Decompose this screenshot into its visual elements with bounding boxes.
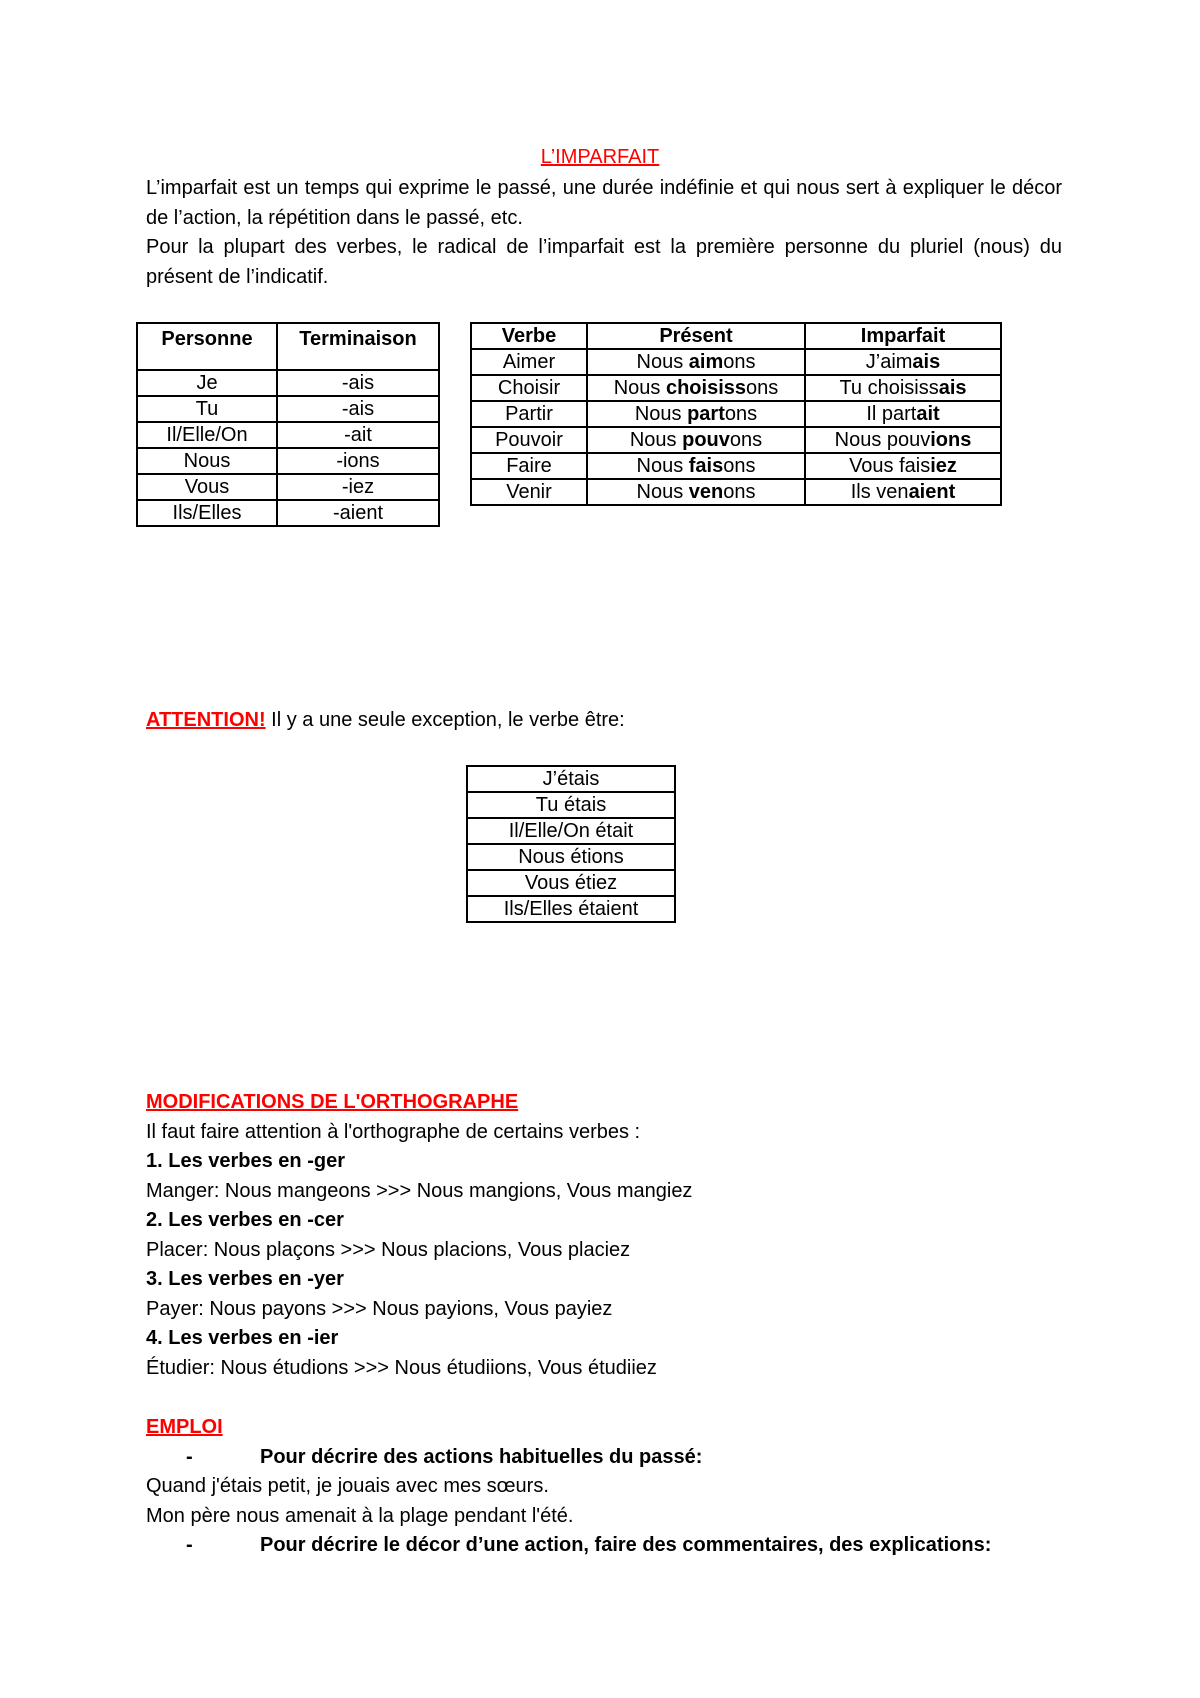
verbs-header-imparfait: Imparfait xyxy=(805,323,1001,349)
table-row xyxy=(471,375,1001,401)
table-row xyxy=(137,396,439,422)
verb-infinitive: Choisir xyxy=(471,375,587,401)
endings-header-personne: Personne xyxy=(137,323,277,370)
endings-person: Je xyxy=(137,370,277,396)
verb-imparfait: Nous pouvions xyxy=(805,427,1001,453)
table-row xyxy=(137,448,439,474)
endings-person: Il/Elle/On xyxy=(137,422,277,448)
endings-person: Tu xyxy=(137,396,277,422)
table-row xyxy=(471,349,1001,375)
emploi-example: Quand j'étais petit, je jouais avec mes sœurs. xyxy=(146,1475,549,1497)
modification-example: Étudier: Nous étudions >>> Nous étudiions, Vous étudiiez xyxy=(146,1356,657,1379)
modification-example: Placer: Nous plaçons >>> Nous placions, Vous placiez xyxy=(146,1238,631,1261)
endings-person: Nous xyxy=(137,448,277,474)
verb-infinitive: Faire xyxy=(471,453,587,479)
verb-present: Nous venons xyxy=(587,479,805,505)
modification-title: 2. Les verbes en -cer xyxy=(146,1209,344,1231)
verb-present: Nous partons xyxy=(587,401,805,427)
table-row xyxy=(137,422,439,448)
dash-bullet: - xyxy=(186,1534,193,1556)
modifications-heading: MODIFICATIONS DE L'ORTHOGRAPHE xyxy=(146,1091,519,1113)
table-row xyxy=(467,870,675,896)
verbs-table xyxy=(470,322,1002,506)
verbs-header-present: Présent xyxy=(587,323,805,349)
emploi-section xyxy=(146,1413,1062,1561)
etre-table xyxy=(466,765,676,923)
verb-imparfait: Il partait xyxy=(805,401,1001,427)
etre-form: J’étais xyxy=(467,766,675,792)
table-row xyxy=(467,896,675,922)
etre-form: Tu étais xyxy=(467,792,675,818)
table-row xyxy=(471,401,1001,427)
verb-imparfait: Vous faisiez xyxy=(805,453,1001,479)
verb-present: Nous choisissons xyxy=(587,375,805,401)
verb-present: Nous aimons xyxy=(587,349,805,375)
table-row xyxy=(467,818,675,844)
emploi-bullet-text: Pour décrire le décor d’une action, faire des commentaires, des explications: xyxy=(260,1534,992,1556)
dash-bullet: - xyxy=(186,1445,193,1468)
etre-form: Nous étions xyxy=(467,844,675,870)
table-row xyxy=(467,792,675,818)
verb-infinitive: Aimer xyxy=(471,349,587,375)
endings-ending: -aient xyxy=(277,500,439,526)
verb-imparfait: Tu choisissais xyxy=(805,375,1001,401)
table-row xyxy=(137,474,439,500)
endings-ending: -ais xyxy=(277,396,439,422)
attention-label: ATTENTION! xyxy=(146,709,266,731)
emploi-bullet-2 xyxy=(146,1531,1062,1561)
verb-infinitive: Venir xyxy=(471,479,587,505)
modifications-section xyxy=(146,1088,1062,1383)
modifications-intro: Il faut faire attention à l'orthographe de certains verbes : xyxy=(146,1120,641,1143)
etre-form: Vous étiez xyxy=(467,870,675,896)
table-row xyxy=(467,844,675,870)
emploi-heading: EMPLOI xyxy=(146,1416,223,1438)
table-row xyxy=(137,370,439,396)
verb-infinitive: Partir xyxy=(471,401,587,427)
endings-person: Ils/Elles xyxy=(137,500,277,526)
emploi-bullet-text: Pour décrire des actions habituelles du passé: xyxy=(260,1445,703,1468)
endings-ending: -ions xyxy=(277,448,439,474)
endings-table xyxy=(136,322,440,527)
endings-ending: -ais xyxy=(277,370,439,396)
table-row xyxy=(471,479,1001,505)
endings-header-terminaison: Terminaison xyxy=(277,323,439,370)
etre-form: Ils/Elles étaient xyxy=(467,896,675,922)
table-row xyxy=(137,500,439,526)
verb-imparfait: J’aimais xyxy=(805,349,1001,375)
verb-present: Nous pouvons xyxy=(587,427,805,453)
modification-title: 4. Les verbes en -ier xyxy=(146,1327,339,1349)
attention-line xyxy=(146,706,1062,736)
verbs-header-verbe: Verbe xyxy=(471,323,587,349)
modification-title: 1. Les verbes en -ger xyxy=(146,1150,345,1172)
emploi-example: Mon père nous amenait à la plage pendant l'été. xyxy=(146,1504,574,1527)
intro-paragraph-1: L’imparfait est un temps qui exprime le passé, une durée indéfinie et qui nous sert à expliquer le décor de l’action, la répétition dans le passé, etc. xyxy=(146,177,1062,229)
attention-text: Il y a une seule exception, le verbe être: xyxy=(265,709,625,731)
table-row xyxy=(467,766,675,792)
modification-example: Payer: Nous payons >>> Nous payions, Vous payiez xyxy=(146,1297,613,1320)
endings-person: Vous xyxy=(137,474,277,500)
verb-infinitive: Pouvoir xyxy=(471,427,587,453)
verb-present: Nous faisons xyxy=(587,453,805,479)
page-title: L’IMPARFAIT xyxy=(540,146,660,168)
endings-ending: -ait xyxy=(277,422,439,448)
endings-ending: -iez xyxy=(277,474,439,500)
emploi-bullet-1 xyxy=(146,1443,1062,1473)
modification-title: 3. Les verbes en -yer xyxy=(146,1268,344,1290)
etre-form: Il/Elle/On était xyxy=(467,818,675,844)
table-row xyxy=(471,427,1001,453)
modification-example: Manger: Nous mangeons >>> Nous mangions, Vous mangiez xyxy=(146,1179,693,1202)
intro-paragraph-2: Pour la plupart des verbes, le radical de l’imparfait est la première personne du pluriel (nous) du présent de l’indicatif. xyxy=(146,236,1062,288)
verb-imparfait: Ils venaient xyxy=(805,479,1001,505)
table-row xyxy=(471,453,1001,479)
